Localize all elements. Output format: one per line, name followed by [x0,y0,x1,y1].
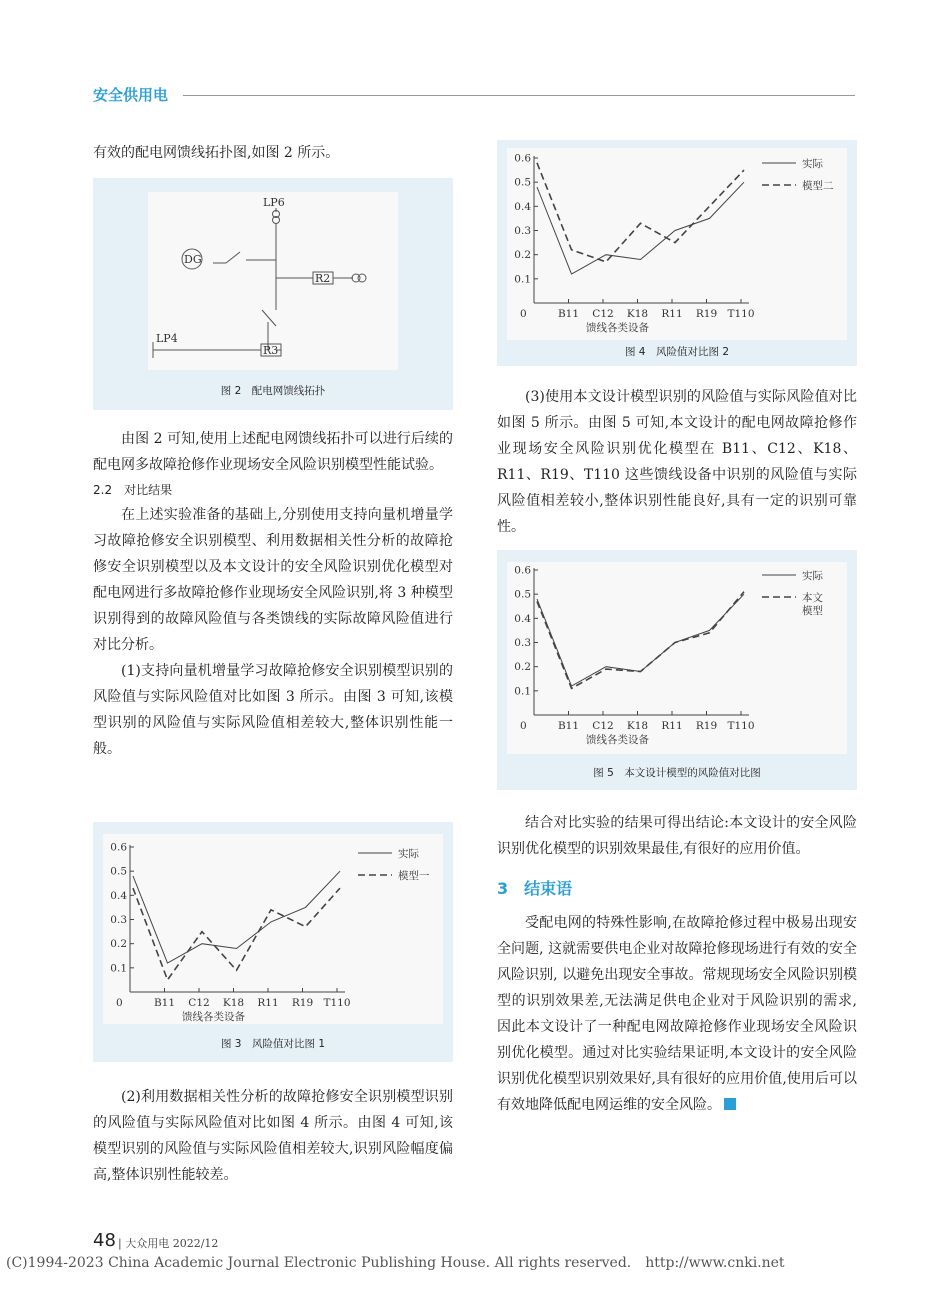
legend-label-1: 实际 [398,848,419,860]
figure-3-canvas [103,834,443,1024]
origin-label: 0 [116,997,123,1009]
series-line-1 [537,182,744,274]
y-tick-label: 0.6 [514,564,531,577]
label-r3: R3 [263,344,279,357]
page-number: 48 [93,1230,116,1251]
series-line-2 [133,888,340,980]
paragraph-1: 由图 2 可知,使用上述配电网馈线拓扑可以进行后续的配电网多故障抢修作业现场安全风险识别模型性能试验。 [93,431,453,473]
paragraph-5: (3)使用本文设计模型识别的风险值与实际风险值对比如图 5 所示。由图 5 可知,本文设计的配电网故障抢修作业现场安全风险识别优化模型在 B11、C12、K18、R11、R19、T110 这些馈线设备中识别的风险值与实际风险值相差较小,整体识别性能良好,具有一定的识别可靠性。 [497,389,857,535]
figure-2-caption: 图 2 配电网馈线拓扑 [220,385,326,397]
x-axis-title: 馈线各类设备 [182,1011,245,1023]
feeder-topology-diagram [148,192,398,370]
left-body-block [93,426,453,762]
paragraph-2: 在上述实验准备的基础上,分别使用支持向量机增量学习故障抢修安全识别模型、利用数据相关性分析的故障抢修安全识别模型以及本文设计的安全风险识别优化模型对配电网进行多故障抢修作业现场安全风险识别,将 3 种模型识别得到的故障风险值与各类馈线的实际故障风险值进行对比分析。 [93,507,453,653]
y-tick-label: 0.4 [110,889,127,902]
y-tick-label: 0.1 [110,962,127,975]
x-tick-label: R19 [291,997,314,1009]
legend-label-2: 本文模型 [802,592,823,617]
figure-5 [497,550,857,790]
figure-3-caption: 图 3 风险值对比图 1 [220,1038,326,1050]
x-tick-label: C12 [188,997,210,1009]
x-axis-title: 馈线各类设备 [586,322,649,334]
y-tick-label: 0.5 [110,865,127,878]
y-tick-label: 0.1 [514,685,531,698]
x-tick-label: B11 [557,720,580,732]
x-tick-label: R19 [695,720,718,732]
section-header: 安全供用电 [93,86,169,104]
figure-5-caption: 图 5 本文设计模型的风险值对比图 [593,767,761,779]
y-tick-label: 0.6 [514,152,531,165]
x-axis-title: 馈线各类设备 [586,734,649,746]
y-tick-label: 0.4 [514,200,531,213]
y-tick-label: 0.5 [514,176,531,189]
x-tick-label: K18 [626,308,649,320]
x-tick-label: R11 [661,720,683,732]
left-intro-block [93,140,453,166]
y-tick-label: 0.4 [514,612,531,625]
header-rule [183,95,855,96]
legend-label-2: 模型一 [398,870,430,882]
origin-label: 0 [520,720,527,732]
x-tick-label: B11 [153,997,176,1009]
x-tick-label: T110 [727,308,755,320]
left-bottom-block [93,1084,453,1188]
figure-3 [93,822,453,1062]
y-tick-label: 0.6 [110,841,127,854]
subsection-2-2: 2.2 对比结果 [93,483,173,497]
figure-5-canvas [507,562,847,754]
origin-label: 0 [520,308,527,320]
paragraph-7: 受配电网的特殊性影响,在故障抢修过程中极易出现安全问题, 这就需要供电企业对故障抢修现场进行有效的安全风险识别, 以避免出现安全事故。常规现场安全风险识别模型的识别效果差,无法满足供电企业对于风险识别的需求, 因此本文设计了一种配电网故障抢修作业现场安全风险识别优化模型。通过对比实验结果证明,本文设计的安全风险识别优化模型识别效果好,具有很好的应用价值,使用后可以有效地降低配电网运维的安全风险。 [497,915,857,1113]
x-tick-label: R11 [661,308,683,320]
figure-4-canvas [507,148,847,340]
chart-fig3 [103,834,443,1024]
y-tick-label: 0.2 [110,938,127,951]
intro-text: 有效的配电网馈线拓扑图,如图 2 所示。 [93,145,340,161]
y-tick-label: 0.2 [514,661,531,674]
y-tick-label: 0.5 [514,588,531,601]
y-tick-label: 0.3 [110,914,127,926]
series-line-1 [133,871,340,963]
journal-footer: | 大众用电 2022/12 [118,1237,219,1250]
legend-label-1: 实际 [802,158,823,170]
x-tick-label: K18 [222,997,245,1009]
series-line-2 [537,163,744,262]
right-conclusion-block [497,810,857,1118]
copyright-line: (C)1994-2023 China Academic Journal Electronic Publishing House. All rights reserved. http://www.cnki.net [6,1255,785,1271]
chart-fig5 [507,562,847,754]
x-tick-label: R19 [695,308,718,320]
legend-label-2: 模型二 [802,180,834,192]
legend-label-1: 实际 [802,570,823,582]
figure-2 [93,178,453,410]
x-tick-label: B11 [557,308,580,320]
label-lp6: LP6 [263,196,285,209]
figure-4 [497,140,857,366]
y-tick-label: 0.3 [514,225,531,237]
label-r2: R2 [315,272,331,285]
figure-2-canvas [148,192,398,370]
end-mark-icon [724,1098,736,1110]
y-tick-label: 0.1 [514,273,531,286]
right-para5-block [497,384,857,540]
chart-fig4 [507,148,847,340]
label-dg: DG [184,253,202,266]
y-tick-label: 0.3 [514,637,531,649]
x-tick-label: T110 [727,720,755,732]
paragraph-6: 结合对比实验的结果可得出结论:本文设计的安全风险识别优化模型的识别效果最佳,有很好的应用价值。 [497,815,857,857]
label-lp4: LP4 [156,332,178,345]
x-tick-label: T110 [323,997,351,1009]
paragraph-4: (2)利用数据相关性分析的故障抢修安全识别模型识别的风险值与实际风险值对比如图 4 所示。由图 4 可知,该模型识别的风险值与实际风险值相差较大,识别风险幅度偏高,整体识别性能较差。 [93,1089,453,1183]
x-tick-label: C12 [592,308,614,320]
paragraph-3: (1)支持向量机增量学习故障抢修安全识别模型识别的风险值与实际风险值对比如图 3 所示。由图 3 可知,该模型识别的风险值与实际风险值相差较大,整体识别性能一般。 [93,663,453,757]
x-tick-label: R11 [257,997,279,1009]
y-tick-label: 0.2 [514,249,531,262]
series-line-2 [537,592,744,689]
figure-4-caption: 图 4 风险值对比图 2 [624,346,730,358]
section-3-heading: 3 结束语 [497,879,573,898]
x-tick-label: C12 [592,720,614,732]
x-tick-label: K18 [626,720,649,732]
